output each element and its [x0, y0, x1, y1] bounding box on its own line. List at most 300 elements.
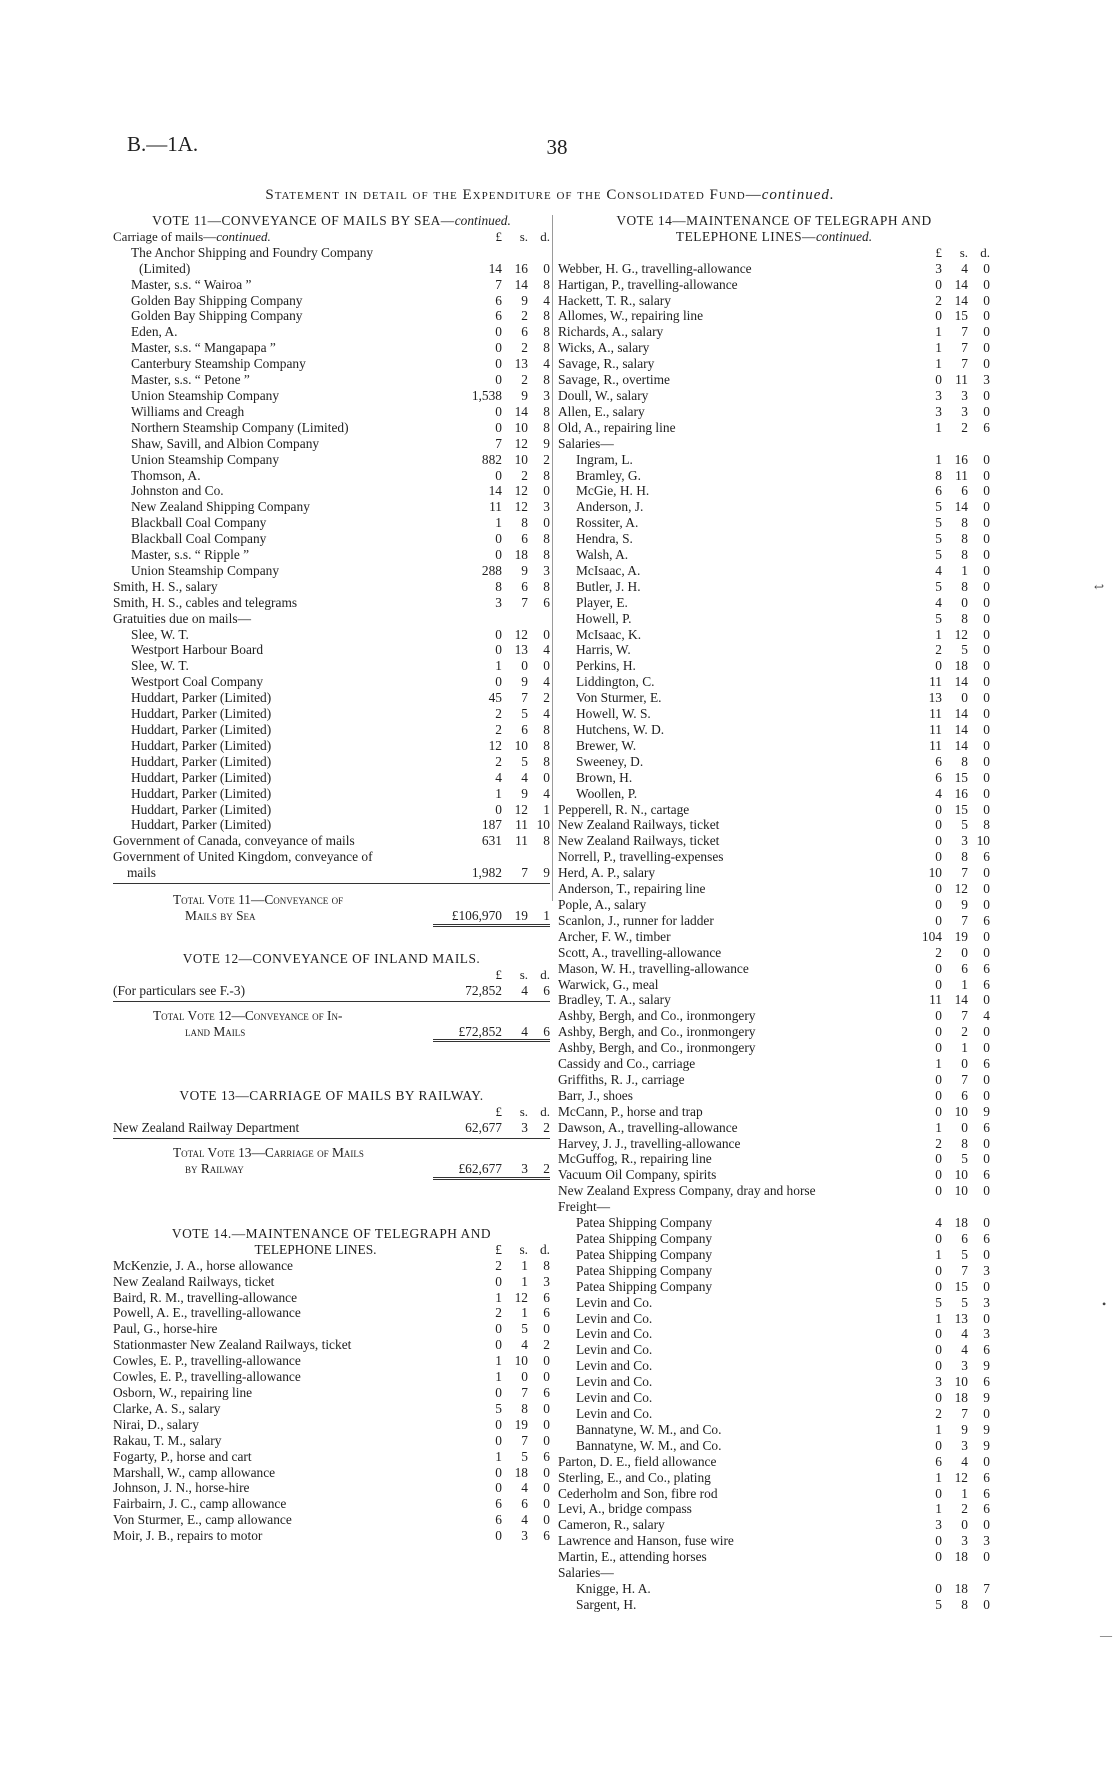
shillings-value: 15	[954, 1278, 968, 1294]
page-number: 38	[546, 135, 568, 159]
pounds-value: 0	[935, 849, 942, 865]
pence-value: 0	[983, 260, 990, 276]
entry-label: Rakau, T. M., salary	[113, 1432, 222, 1448]
vote14-sundry-items	[558, 802, 990, 1200]
shillings-value: 6	[521, 722, 528, 737]
vote11-gratuities	[113, 627, 550, 834]
pence-value: 0	[543, 626, 550, 642]
table-row	[113, 308, 550, 324]
table-row	[113, 1433, 550, 1449]
entry-label: Savage, R., salary	[558, 356, 655, 372]
pounds-value: 2	[495, 1305, 502, 1321]
shillings-value: 14	[954, 992, 968, 1008]
entry-label: Anderson, J.	[576, 499, 644, 515]
table-row	[558, 483, 990, 499]
pence-value: 0	[983, 753, 990, 769]
shillings-value: 5	[961, 1294, 968, 1310]
shillings-value: 9	[521, 674, 528, 690]
shillings-value: 8	[961, 1135, 968, 1151]
pence-value: 3	[983, 372, 990, 388]
pence-value: 0	[983, 1596, 990, 1612]
table-row	[558, 1326, 990, 1342]
table-row	[113, 499, 550, 515]
table-row	[558, 690, 990, 706]
entry-label: Huddart, Parker (Limited)	[131, 706, 272, 722]
table-row	[558, 817, 990, 833]
entry-label: Cameron, R., salary	[558, 1517, 665, 1533]
table-row	[558, 1151, 990, 1167]
pounds-value: 5	[935, 578, 942, 594]
table-row	[558, 1549, 990, 1565]
entry-label: Canterbury Steamship Company	[131, 356, 306, 372]
table-row	[113, 1465, 550, 1481]
pounds-value: 11	[489, 499, 502, 515]
shillings-value: 15	[954, 769, 968, 785]
table-row	[113, 1417, 550, 1433]
pounds-value: 3	[935, 260, 942, 276]
vote11-title: VOTE 11—CONVEYANCE OF MAILS BY SEA—continued.	[152, 213, 511, 228]
shillings-value: 4	[521, 1512, 528, 1528]
shillings-value: 10	[954, 1103, 968, 1119]
pence-value: 8	[543, 467, 550, 483]
pence-value: 0	[983, 1310, 990, 1326]
shillings-value: 8	[961, 578, 968, 594]
pence-value: 0	[983, 1040, 990, 1056]
pence-value: 0	[543, 483, 550, 499]
pounds-value: 0	[935, 1231, 942, 1246]
entry-label: McCann, P., horse and trap	[558, 1103, 703, 1119]
table-row	[558, 1501, 990, 1517]
shillings-value: 18	[954, 1390, 968, 1406]
table-row	[558, 468, 990, 484]
pence-value: 0	[983, 467, 990, 483]
pounds-value: 0	[495, 403, 502, 419]
entry-label: Allomes, W., repairing line	[558, 308, 704, 324]
pounds-value: 0	[935, 1342, 942, 1358]
pence-value: 0	[983, 403, 990, 419]
uk-row-2: mails 1,982 7 9	[113, 865, 550, 884]
pence-value: 0	[983, 610, 990, 626]
shillings-value: 14	[954, 292, 968, 308]
shillings-value: 4	[521, 1480, 528, 1496]
entry-label: Huddart, Parker (Limited)	[131, 785, 272, 801]
pounds-value: 0	[935, 1437, 942, 1453]
entry-label: Herd, A. P., salary	[558, 865, 656, 881]
table-row	[558, 579, 990, 595]
pence-value: 6	[983, 1342, 990, 1358]
entry-label: Norrell, P., travelling-expenses	[558, 849, 724, 865]
pence-value: 6	[983, 419, 990, 435]
vote14-freight	[558, 1215, 990, 1454]
entry-label: Parton, D. E., field allowance	[558, 1453, 717, 1469]
anchor-line-2: (Limited) 14 16 0	[139, 260, 550, 276]
pounds-value: 0	[495, 626, 502, 642]
table-row	[113, 1258, 550, 1274]
entry-label: Smith, H. S., cables and telegrams	[113, 594, 298, 610]
vote13-row: New Zealand Railway Department 62,677 3 2	[113, 1120, 550, 1139]
pence-value: 0	[983, 387, 990, 403]
table-row	[558, 1438, 990, 1454]
table-row	[113, 1480, 550, 1496]
table-row	[113, 483, 550, 499]
pounds-value: 1	[935, 626, 942, 642]
table-row	[558, 786, 990, 802]
shillings-value: 9	[521, 387, 528, 403]
shillings-value: 1	[961, 562, 968, 578]
pounds-value: 13	[928, 690, 942, 706]
pence-value: 0	[983, 1517, 990, 1533]
table-row	[558, 293, 990, 309]
pounds-value: 0	[935, 1087, 942, 1103]
pence-value: 6	[983, 1485, 990, 1501]
table-row	[113, 1321, 550, 1337]
pounds-value: 0	[495, 1464, 502, 1480]
freight-heading: Freight—	[558, 1199, 611, 1215]
pence-value: 8	[543, 737, 550, 753]
entry-label: Nirai, D., salary	[113, 1416, 199, 1432]
table-row	[558, 1056, 990, 1072]
entry-label: Ashby, Bergh, and Co., ironmongery	[558, 1040, 756, 1056]
entry-label: Knigge, H. A.	[576, 1580, 651, 1596]
pounds-value: 4	[935, 594, 942, 610]
entry-label: Hutchens, W. D.	[576, 722, 665, 737]
pence-value: 8	[543, 531, 550, 547]
pounds-value: 1	[935, 451, 942, 467]
shillings-value: 2	[521, 340, 528, 356]
entry-label: Howell, W. S.	[576, 706, 651, 722]
shillings-value: 18	[954, 1215, 968, 1231]
table-row	[113, 293, 550, 309]
shillings-value: 5	[521, 1448, 528, 1464]
pence-value: 6	[983, 960, 990, 976]
pounds-value: 1	[935, 1246, 942, 1262]
shillings-value: 15	[954, 801, 968, 817]
table-row	[558, 1581, 990, 1597]
shillings-value: 10	[514, 737, 528, 753]
pounds-value: 3	[935, 403, 942, 419]
margin-mark: ↩	[1094, 580, 1105, 594]
entry-label: Von Sturmer, E., camp allowance	[113, 1512, 292, 1528]
shillings-value: 0	[961, 690, 968, 706]
pence-value: 0	[543, 1321, 550, 1337]
shillings-value: 5	[961, 642, 968, 658]
shillings-value: 8	[961, 531, 968, 547]
shillings-value: 18	[954, 1549, 968, 1565]
pounds-value: 1	[495, 515, 502, 531]
pounds-value: 11	[929, 992, 942, 1008]
table-row	[113, 658, 550, 674]
table-row	[558, 1008, 990, 1024]
shillings-value: 8	[961, 753, 968, 769]
entry-label: Old, A., repairing line	[558, 419, 676, 435]
shillings-value: 19	[954, 928, 968, 944]
shillings-value: 0	[961, 1517, 968, 1533]
pence-value: 7	[983, 1580, 990, 1596]
table-row	[558, 1390, 990, 1406]
table-row	[558, 1311, 990, 1327]
pence-value: 6	[543, 1448, 550, 1464]
pence-value: 6	[983, 1231, 990, 1246]
shillings-value: 7	[521, 1385, 528, 1400]
pounds-value: 5	[935, 1596, 942, 1612]
shillings-value: 0	[961, 1119, 968, 1135]
shillings-value: 7	[961, 324, 968, 340]
pounds-value: 6	[935, 753, 942, 769]
table-row	[558, 611, 990, 627]
entry-label: Cederholm and Son, fibre rod	[558, 1485, 718, 1501]
pence-value: 6	[543, 1289, 550, 1305]
pence-value: 0	[983, 801, 990, 817]
entry-label: Vacuum Oil Company, spirits	[558, 1167, 717, 1183]
shillings-value: 4	[961, 260, 968, 276]
vote11-mail-carriers	[113, 277, 550, 579]
pence-value: 8	[543, 403, 550, 419]
table-row	[558, 1136, 990, 1152]
table-row	[558, 642, 990, 658]
pounds-value: 0	[935, 308, 942, 324]
pence-value: 0	[983, 1024, 990, 1040]
pence-value: 0	[983, 562, 990, 578]
entry-label: Huddart, Parker (Limited)	[131, 722, 272, 737]
vote12-title: VOTE 12—CONVEYANCE OF INLAND MAILS.	[182, 950, 481, 966]
shillings-value: 1	[521, 1305, 528, 1321]
shillings-value: 4	[961, 1342, 968, 1358]
pounds-value: 6	[495, 1512, 502, 1528]
pounds-value: 5	[935, 610, 942, 626]
pence-value: 0	[983, 881, 990, 897]
pence-value: 8	[543, 276, 550, 292]
table-row	[113, 436, 550, 452]
pounds-value: 104	[921, 928, 942, 944]
pounds-value: 0	[935, 1278, 942, 1294]
table-row	[113, 1401, 550, 1417]
pounds-value: 0	[935, 912, 942, 928]
table-row	[558, 961, 990, 977]
table-row	[558, 1470, 990, 1486]
shillings-value: 16	[954, 451, 968, 467]
vote11-total-rule	[433, 924, 550, 931]
table-row	[113, 786, 550, 802]
pence-value: 0	[983, 356, 990, 372]
entry-label: Archer, F. W., timber	[558, 928, 671, 944]
table-row	[113, 404, 550, 420]
table-row	[558, 547, 990, 563]
vote11-subheading-row: Carriage of mails—continued. £ s. d.	[113, 228, 550, 244]
pounds-value: 11	[929, 737, 942, 753]
pence-value: 9	[983, 1390, 990, 1406]
pounds-value: 0	[935, 896, 942, 912]
shillings-value: 14	[954, 674, 968, 690]
shillings-value: 2	[961, 1501, 968, 1517]
canada-row: Government of Canada, conveyance of mails 631 11 8	[113, 833, 550, 849]
pence-value: 0	[543, 658, 550, 674]
pounds-value: 0	[495, 1432, 502, 1448]
pence-value: 8	[543, 419, 550, 435]
pounds-value: 288	[481, 562, 502, 578]
pence-value: 4	[543, 642, 550, 658]
pence-value: 0	[983, 944, 990, 960]
pence-value: 4	[543, 674, 550, 690]
shillings-value: 1	[961, 1040, 968, 1056]
table-row	[113, 738, 550, 754]
shillings-value: 14	[954, 737, 968, 753]
pence-value: 6	[543, 594, 550, 610]
pounds-value: 0	[935, 1024, 942, 1040]
table-row	[113, 563, 550, 579]
entry-label: Anderson, T., repairing line	[558, 881, 706, 897]
shillings-value: 12	[514, 483, 528, 499]
pounds-value: 0	[935, 372, 942, 388]
table-row	[558, 324, 990, 340]
pence-value: 0	[543, 1369, 550, 1385]
table-row	[558, 1486, 990, 1502]
entry-label: Woollen, P.	[576, 785, 638, 801]
pounds-value: 1	[495, 1353, 502, 1369]
pounds-value: 2	[935, 944, 942, 960]
pence-value: 0	[983, 451, 990, 467]
pounds-value: 3	[935, 1374, 942, 1390]
pounds-value: 2	[495, 706, 502, 722]
table-row	[558, 340, 990, 356]
shillings-value: 2	[521, 308, 528, 324]
vote14-cont-colheads: £ s. d.	[935, 244, 990, 260]
shillings-value: 6	[961, 1087, 968, 1103]
pence-value: 0	[983, 1549, 990, 1565]
entry-label: Sterling, E., and Co., plating	[558, 1469, 711, 1485]
pounds-value: 10	[928, 865, 942, 881]
table-row	[558, 1295, 990, 1311]
table-row	[558, 261, 990, 277]
entry-label: McGie, H. H.	[576, 483, 650, 499]
table-row	[558, 1247, 990, 1263]
pounds-value: 5	[935, 1294, 942, 1310]
shillings-value: 5	[961, 1246, 968, 1262]
shillings-value: 7	[961, 912, 968, 928]
table-row	[558, 1374, 990, 1390]
pounds-value: 0	[495, 674, 502, 690]
table-row	[558, 515, 990, 531]
table-row	[558, 770, 990, 786]
pence-value: 6	[983, 1374, 990, 1390]
vote14-cont-items	[558, 261, 990, 436]
table-row	[113, 547, 550, 563]
entry-label: Webber, H. G., travelling-allowance	[558, 260, 752, 276]
table-row	[113, 1353, 550, 1369]
pence-value: 0	[983, 737, 990, 753]
shillings-value: 6	[521, 324, 528, 340]
entry-label: Huddart, Parker (Limited)	[131, 817, 272, 833]
table-row	[113, 452, 550, 468]
pounds-value: 0	[495, 340, 502, 356]
table-row	[113, 388, 550, 404]
table-row	[113, 1512, 550, 1528]
vote13-title: VOTE 13—CARRIAGE OF MAILS BY RAILWAY.	[179, 1088, 484, 1104]
shillings-value: 16	[954, 785, 968, 801]
entry-label: Scott, A., travelling-allowance	[558, 944, 722, 960]
table-row	[113, 802, 550, 818]
pence-value: 0	[983, 515, 990, 531]
shillings-value: 13	[954, 1310, 968, 1326]
pounds-value: 0	[935, 817, 942, 833]
pence-value: 6	[983, 912, 990, 928]
entry-label: Blackball Coal Company	[131, 531, 267, 547]
pence-value: 8	[543, 308, 550, 324]
pounds-value: 4	[935, 562, 942, 578]
entry-label: Williams and Creagh	[131, 403, 245, 419]
shillings-value: 10	[954, 1167, 968, 1183]
pounds-value: 3	[935, 1517, 942, 1533]
table-row	[558, 627, 990, 643]
pounds-value: 0	[935, 1040, 942, 1056]
pence-value: 3	[983, 1262, 990, 1278]
margin-dash: —	[1100, 1628, 1112, 1642]
shillings-value: 6	[961, 483, 968, 499]
entry-label: Huddart, Parker (Limited)	[131, 801, 272, 817]
pounds-value: 1	[935, 419, 942, 435]
table-row	[113, 706, 550, 722]
pence-value: 0	[983, 1246, 990, 1262]
entry-label: Ashby, Bergh, and Co., ironmongery	[558, 1008, 756, 1024]
entry-label: Union Steamship Company	[131, 562, 280, 578]
pounds-value: 0	[935, 658, 942, 674]
pence-value: 8	[543, 722, 550, 737]
entry-label: Patea Shipping Company	[576, 1246, 713, 1262]
table-row	[558, 722, 990, 738]
entry-label: Mason, W. H., travelling-allowance	[558, 960, 749, 976]
table-row	[558, 1358, 990, 1374]
shillings-value: 11	[955, 467, 968, 483]
table-row	[558, 929, 990, 945]
pence-value: 3	[983, 1533, 990, 1549]
vote14-title-line2: TELEPHONE LINES. £ s. d.	[254, 1241, 550, 1257]
pounds-value: 4	[935, 1215, 942, 1231]
pounds-value: 1	[935, 1421, 942, 1437]
pence-value: 0	[983, 340, 990, 356]
entry-label: Paul, G., horse-hire	[113, 1321, 218, 1337]
pence-value: 8	[543, 372, 550, 388]
pounds-value: 2	[935, 292, 942, 308]
shillings-value: 8	[521, 1400, 528, 1416]
table-row	[558, 674, 990, 690]
table-row	[558, 404, 990, 420]
entry-label: Union Steamship Company	[131, 387, 280, 403]
table-row	[113, 674, 550, 690]
vote14-title-line1: VOTE 14.—MAINTENANCE OF TELEGRAPH AND	[171, 1225, 492, 1241]
table-row	[558, 1517, 990, 1533]
shillings-value: 5	[521, 1321, 528, 1337]
table-row	[113, 1369, 550, 1385]
shillings-value: 3	[961, 387, 968, 403]
entry-label: Stationmaster New Zealand Railways, ticket	[113, 1337, 352, 1353]
entry-label: Rossiter, A.	[576, 515, 639, 531]
margin-dot: •	[1102, 1297, 1107, 1311]
vote12-total-label: Total Vote 12—Conveyance of In-	[153, 1007, 343, 1023]
vote11-smith-items	[113, 579, 550, 611]
pounds-value: 0	[935, 1103, 942, 1119]
vote13-colheads: £ s. d.	[495, 1104, 550, 1120]
pounds-value: 4	[935, 785, 942, 801]
entry-label: Clarke, A. S., salary	[113, 1400, 221, 1416]
vote12-total-rule	[433, 1039, 550, 1046]
uk-row-1: Government of United Kingdom, conveyance of	[113, 849, 373, 865]
pounds-value: 0	[935, 960, 942, 976]
pence-value: 0	[543, 769, 550, 785]
table-row	[113, 642, 550, 658]
entry-label: Levin and Co.	[576, 1326, 653, 1342]
shillings-value: 12	[514, 801, 528, 817]
pence-value: 9	[983, 1437, 990, 1453]
entry-label: Cassidy and Co., carriage	[558, 1056, 696, 1072]
